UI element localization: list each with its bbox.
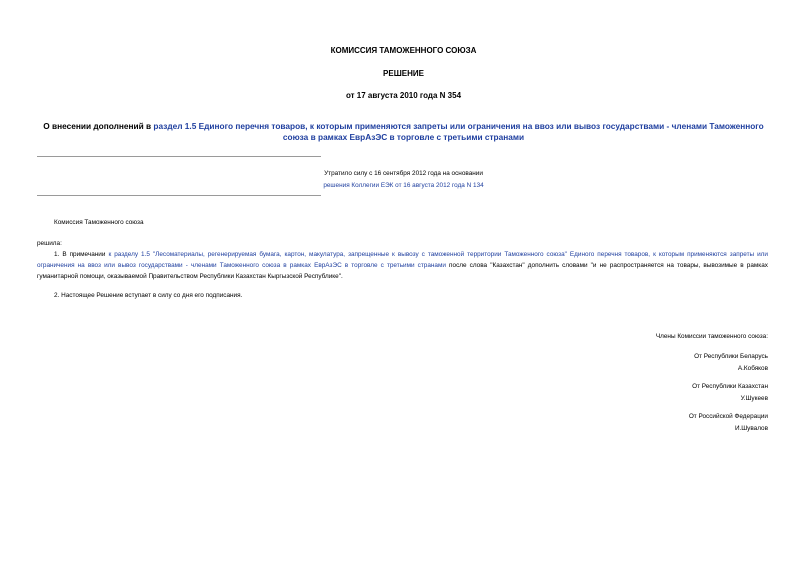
status-note-text: Утратило силу с 16 сентября 2012 года на основании (324, 170, 483, 177)
signature-country: От Республики Беларусь (694, 353, 768, 360)
signatures-heading: Члены Комиссии таможенного союза: (655, 333, 768, 340)
signature-name: А.Кобяков (737, 365, 768, 372)
title-section-link[interactable]: раздел 1.5 Единого перечня товаров, к которым применяются запреты или ограничения на ввоз или вывоз государствами - членами Таможенного союза в рамках ЕврАзЭС в торговле с третьими странами (153, 121, 764, 142)
top-divider (37, 156, 321, 157)
signature-country: От Российской Федерации (688, 413, 768, 420)
document-type-heading: РЕШЕНИЕ (383, 69, 424, 78)
paragraph-item-2: 2. Настоящее Решение вступает в силу со дня его подписания. (54, 292, 243, 299)
document-date-number: от 17 августа 2010 года N 354 (345, 91, 462, 100)
item1-section-link[interactable]: к разделу 1.5 "Лесоматериалы, регенерируемая бумага, картон, макулатура, запрещенные к вывозу с таможенной территории Таможенного союза" Единого перечня товаров, к которым применяются запреты или ограничения на ввоз или вывоз государствами - членами Таможенного союза в рамках ЕврАзЭС в торговле с третьими странами (37, 251, 768, 269)
status-note (250, 168, 557, 192)
issuer-text: Комиссия Таможенного союза (54, 219, 144, 226)
signature-kazakhstan (692, 381, 768, 405)
organization-heading: КОМИССИЯ ТАМОЖЕННОГО СОЮЗА (330, 46, 477, 55)
status-note-link[interactable]: решения Коллегии ЕЭК от 16 августа 2012 года N 134 (323, 182, 484, 189)
item1-lead: 1. В примечании (54, 251, 109, 258)
document-title (40, 121, 767, 143)
signature-name: У.Шукеев (740, 395, 768, 402)
title-prefix: О внесении дополнений в (43, 121, 154, 131)
decided-text: решила: (37, 240, 62, 247)
signature-russia (689, 411, 768, 435)
signature-name: И.Шувалов (734, 425, 768, 432)
signature-country: От Республики Казахстан (692, 383, 768, 390)
item1-tail: после слова "Казахстан" дополнить словами "и не распространяется на товары, вывозимые в рамках гуманитарной помощи, оказываемой Правительством Республики Казахстан Кыргызской Республике". (37, 262, 768, 280)
paragraph-item-1 (37, 249, 768, 282)
bottom-divider (37, 195, 321, 196)
signature-belarus (694, 351, 768, 375)
